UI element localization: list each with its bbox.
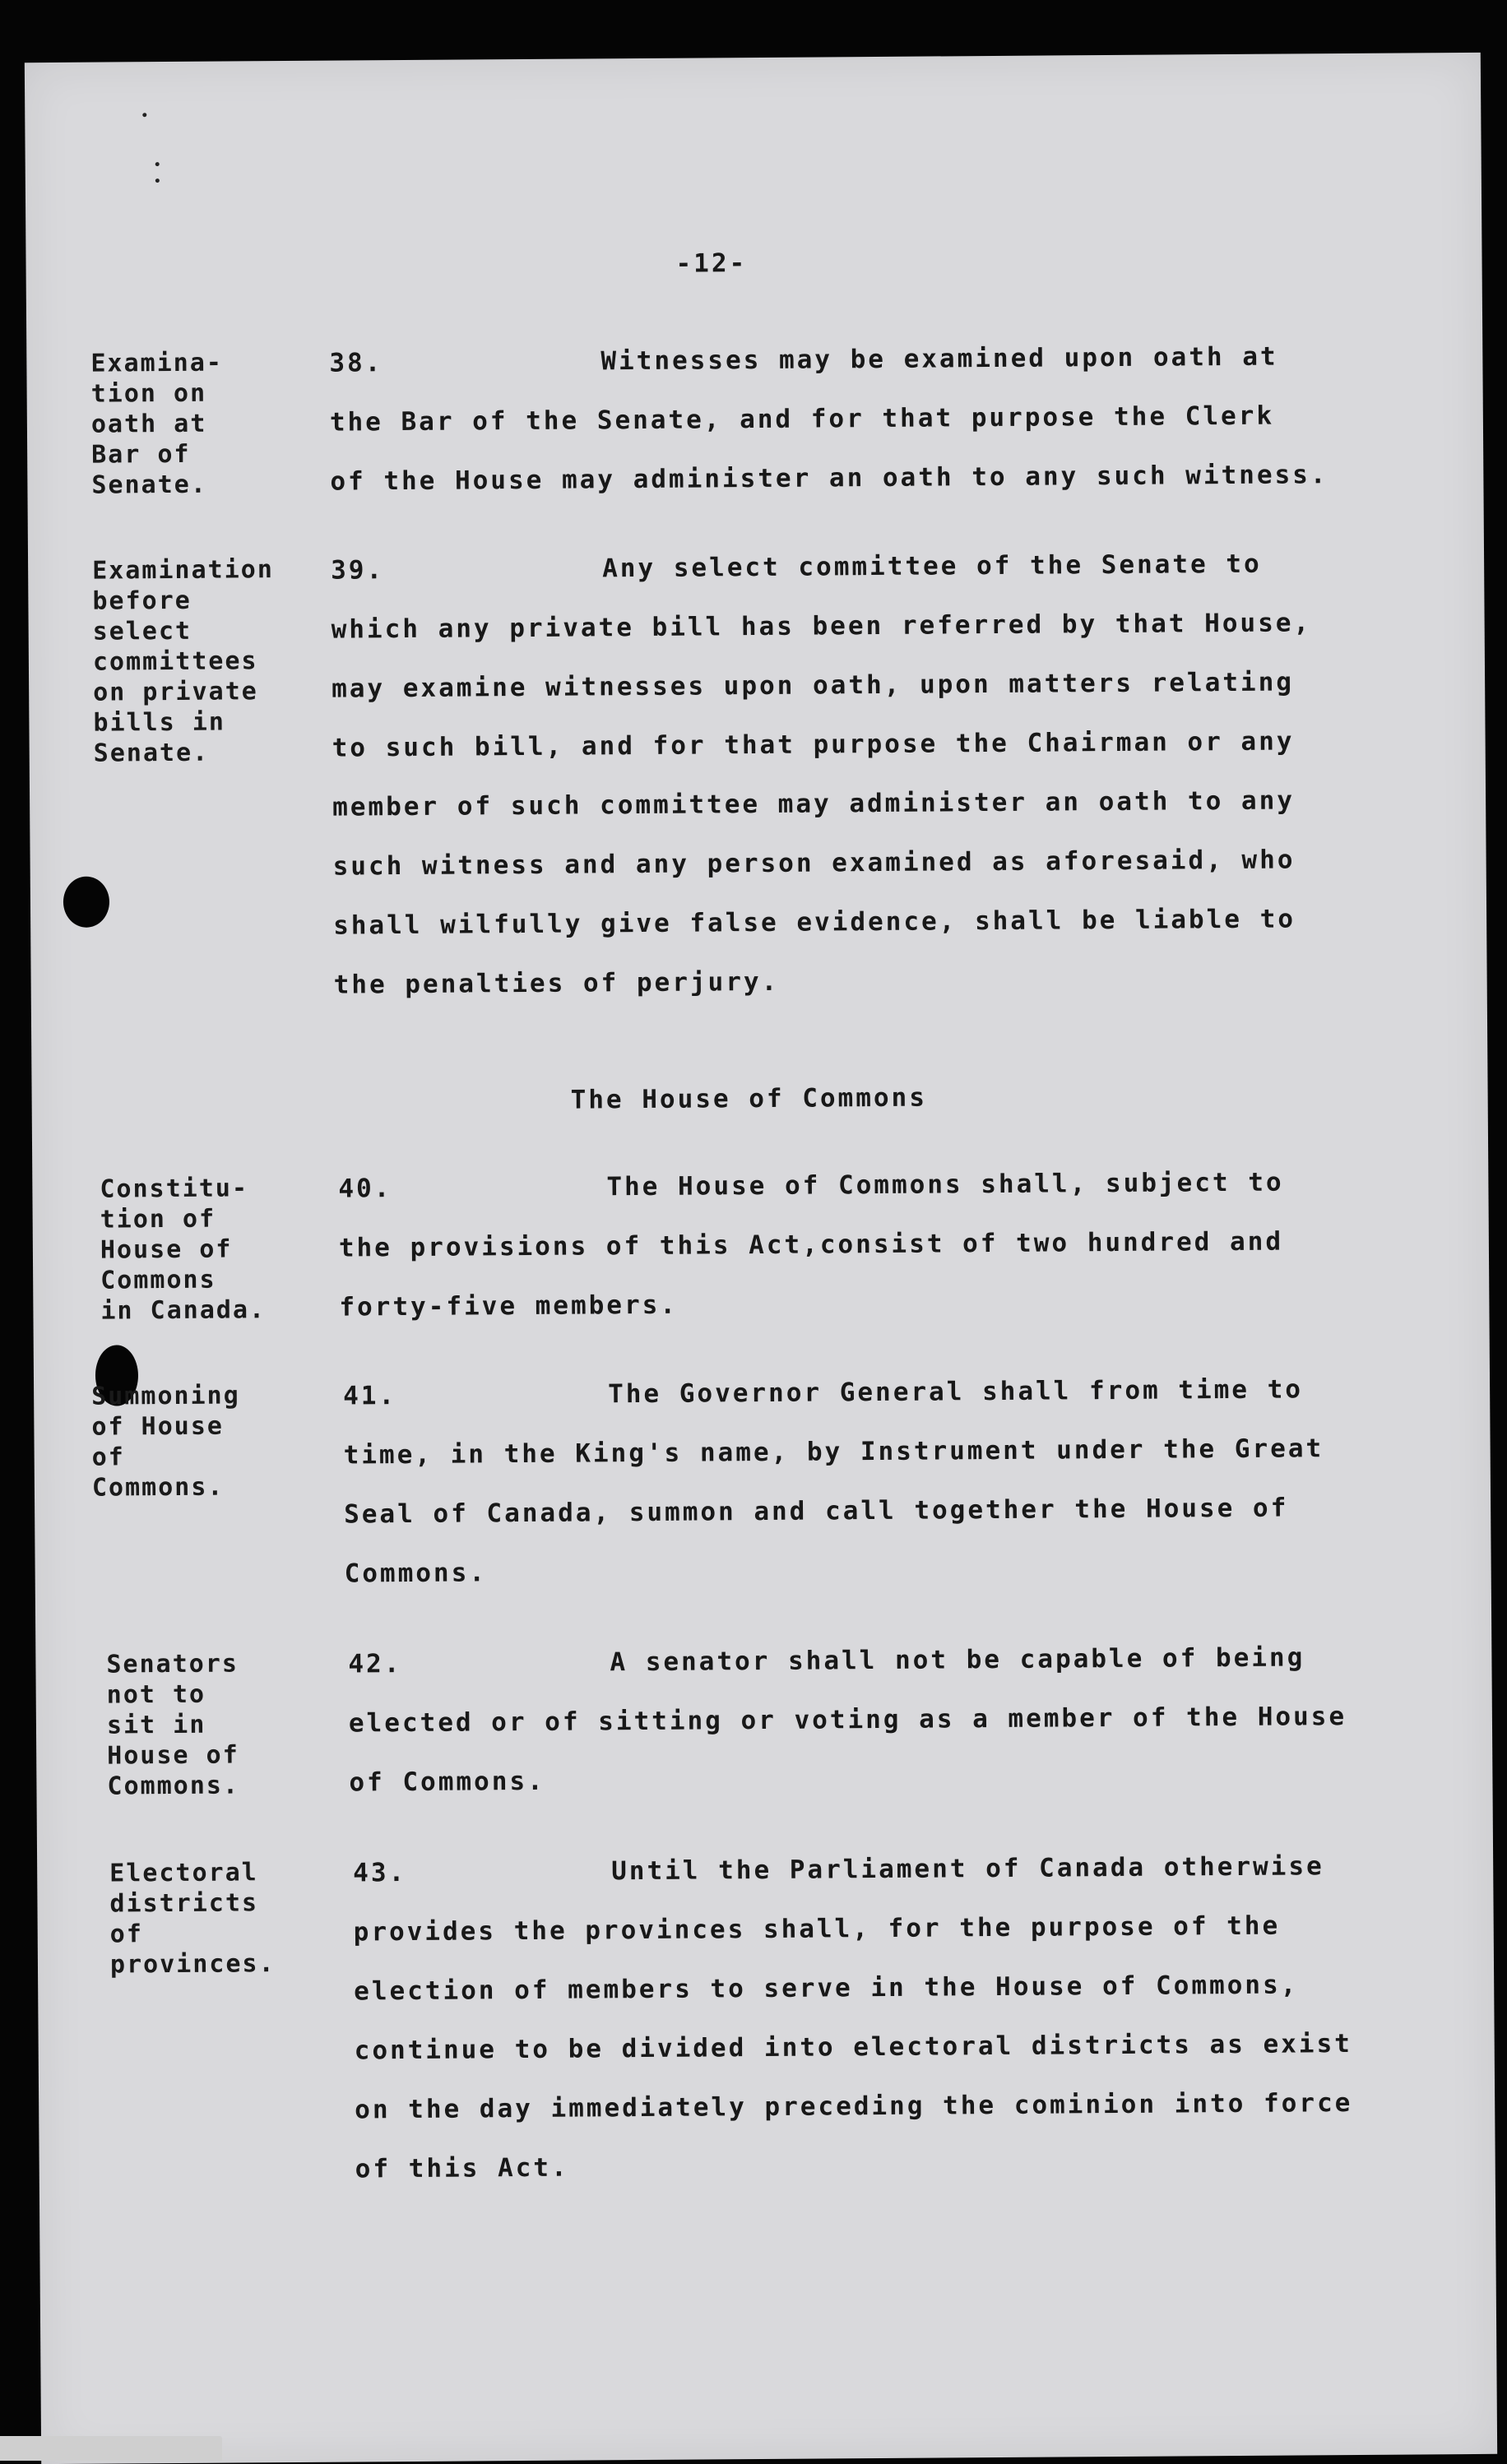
section-number-41: 41. — [343, 1381, 397, 1411]
section-41-line-1: The Governor General shall from time to — [608, 1374, 1304, 1410]
margin-note-39: Examination before select committees on private bills in Senate. — [92, 555, 274, 768]
margin-note-38: Examina- tion on oath at Bar of Senate. — [90, 348, 224, 500]
section-39-line-5: member of such committee may administer an oath to any — [332, 785, 1296, 822]
section-40-line-3: forty-five members. — [339, 1290, 679, 1322]
section-43-line-2: provides the provinces shall, for the purpose of the — [353, 1911, 1281, 1948]
section-43-line-3: election of members to serve in the House of Commons, — [354, 1970, 1299, 2007]
dust-speck — [142, 113, 146, 117]
section-41-line-2: time, in the King's name, by Instrument under the Great — [343, 1433, 1324, 1471]
section-38-line-3: of the House may administer an oath to any such witness. — [330, 460, 1328, 497]
section-39-line-2: which any private bill has been referred by that House, — [331, 608, 1312, 645]
section-39-line-3: may examine witnesses upon oath, upon matters relating — [332, 667, 1295, 704]
section-38-line-2: the Bar of the Senate, and for that purpose the Clerk — [329, 401, 1275, 438]
section-number-39: 39. — [331, 555, 385, 586]
document-page — [25, 53, 1497, 2464]
margin-note-40: Constitu- tion of House of Commons in Canada. — [100, 1174, 267, 1326]
section-40-line-1: The House of Commons shall, subject to — [606, 1167, 1284, 1202]
section-43-line-1: Until the Parliament of Canada otherwise — [611, 1851, 1324, 1887]
margin-note-41: Summoning of House of Commons. — [91, 1381, 240, 1503]
section-number-42: 42. — [348, 1649, 402, 1679]
section-43-line-4: continue to be divided into electoral districts as exist — [354, 2029, 1352, 2066]
page-number: -12- — [675, 248, 748, 279]
section-39-line-1: Any select committee of the Senate to — [602, 549, 1262, 584]
section-43-line-6: of this Act. — [355, 2152, 569, 2184]
section-39-line-4: to such bill, and for that purpose the Chairman or any — [332, 726, 1295, 763]
margin-note-42: Senators not to sit in House of Commons. — [106, 1649, 240, 1801]
section-43-line-5: on the day immediately preceding the cominion into force — [355, 2088, 1353, 2125]
section-38-line-1: Witnesses may be examined upon oath at — [600, 341, 1278, 377]
section-42-line-3: of Commons. — [349, 1766, 545, 1798]
section-39-line-8: the penalties of perjury. — [333, 966, 780, 1000]
section-39-line-7: shall wilfully give false evidence, shall be liable to — [333, 904, 1296, 941]
section-42-line-2: elected or of sitting or voting as a member of the House — [348, 1702, 1347, 1739]
margin-note-43: Electoral districts of provinces. — [109, 1858, 276, 1980]
section-39-line-6: such witness and any person examined as aforesaid, who — [332, 845, 1296, 882]
section-41-line-4: Commons. — [344, 1558, 488, 1589]
section-number-40: 40. — [338, 1174, 392, 1204]
section-41-line-3: Seal of Canada, summon and call together the House of — [344, 1493, 1289, 1530]
punch-hole — [63, 877, 109, 928]
microfilm-tab — [0, 2436, 222, 2461]
section-number-38: 38. — [329, 348, 383, 378]
section-40-line-2: the provisions of this Act,consist of two hundred and — [338, 1226, 1284, 1263]
dust-speck — [155, 162, 160, 166]
dust-speck — [155, 178, 160, 183]
section-heading: The House of Commons — [570, 1082, 928, 1115]
section-number-43: 43. — [353, 1858, 407, 1888]
section-42-line-1: A senator shall not be capable of being — [610, 1642, 1305, 1678]
